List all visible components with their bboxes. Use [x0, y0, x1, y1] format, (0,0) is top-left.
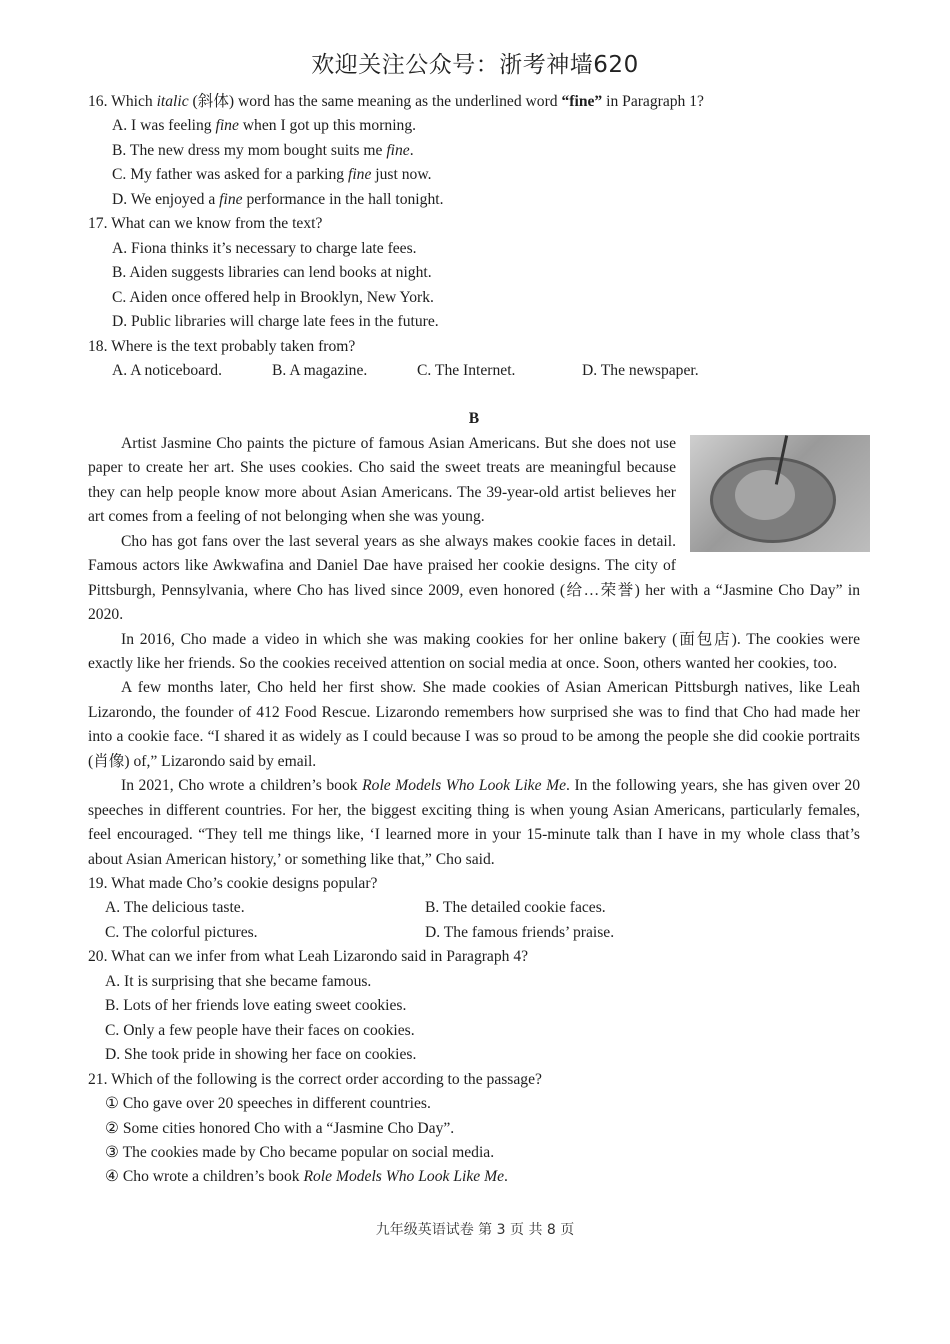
t: C. My father was asked for a parking: [112, 166, 349, 184]
order-item-2: ② Some cities honored Cho with a “Jasmine Cho Day”.: [105, 1119, 455, 1137]
question-18: 18. Where is the text probably taken from?: [88, 337, 356, 355]
order-item-1: ① Cho gave over 20 speeches in different countries.: [105, 1095, 431, 1113]
watermark-header: 欢迎关注公众号：浙考神墙620: [311, 52, 639, 78]
t: ④ Cho wrote a children’s book: [105, 1168, 304, 1186]
option-16b: [88, 139, 860, 163]
options-18: [88, 359, 860, 383]
question-20: 20. What can we infer from what Leah Lizarondo said in Paragraph 4?: [88, 948, 529, 966]
passage-paragraph-1: Artist Jasmine Cho paints the picture of famous Asian Americans. But she does not use paper to create her art. She uses cookies. Cho said the sweet treats are meaningful because they can help people know more about Asian Americans. The 39-year-old artist believes her art comes from a feeling of not belonging when she was young.: [88, 434, 676, 526]
passage-paragraph-5: [88, 774, 860, 872]
option-18b: B. A magazine.: [272, 361, 368, 379]
option-16d: [88, 188, 860, 212]
q-italic: italic: [156, 93, 189, 110]
option-20d: D. She took pride in showing her face on cookies.: [105, 1046, 417, 1064]
option-18c: C. The Internet.: [417, 361, 516, 379]
question-19: 19. What made Cho’s cookie designs popular?: [88, 875, 378, 893]
book-title: Role Models Who Look Like Me: [303, 1168, 504, 1186]
t: fine: [348, 166, 372, 184]
order-item-3: ③ The cookies made by Cho became popular on social media.: [105, 1144, 495, 1162]
q-text: (斜体) word has the same meaning as the underlined word: [188, 93, 562, 110]
t: performance in the hall tonight.: [242, 190, 444, 208]
option-18a: A. A noticeboard.: [112, 361, 223, 379]
book-title: Role Models Who Look Like Me: [362, 777, 567, 795]
t: A. I was feeling: [112, 117, 216, 135]
option-16a: [88, 114, 860, 138]
passage-paragraph-3: In 2016, Cho made a video in which she was making cookies for her online bakery (面包店). The cookies were exactly like her friends. So the cookies received attention on social media at once. Soon, others wanted her cookies, too.: [88, 630, 860, 672]
options-19-row2: [88, 921, 860, 945]
cookie-portrait-photo: [690, 435, 870, 552]
passage-paragraph-2: Cho has got fans over the last several years as she always makes cookie faces in detail. Famous actors like Awkwafina and Daniel Dae have praised her cookie designs. The city of Pittsburgh, Pennsylvania, where Cho has lived since 2009, even honored (给…荣誉) her with a “Jasmine Cho Day” in 2020.: [88, 532, 860, 624]
t: fine: [219, 190, 243, 208]
option-16c: [88, 163, 860, 187]
option-17c: C. Aiden once offered help in Brooklyn, New York.: [112, 288, 434, 306]
q-text: in Paragraph 1?: [602, 93, 704, 110]
t: fine: [215, 117, 239, 135]
q-bold-word: “fine”: [561, 93, 603, 110]
option-19b: B. The detailed cookie faces.: [425, 899, 606, 917]
t: B. The new dress my mom bought suits me: [112, 141, 387, 159]
question-16: [88, 90, 860, 114]
section-heading: B: [468, 410, 480, 428]
question-21: 21. Which of the following is the correct order according to the passage?: [88, 1070, 542, 1088]
t: when I got up this morning.: [238, 117, 417, 135]
options-19-row1: [88, 896, 860, 920]
exam-content: [88, 90, 860, 1190]
order-item-4: [88, 1165, 860, 1189]
page-footer: 九年级英语试卷 第 3 页 共 8 页: [375, 1222, 575, 1238]
option-18d: D. The newspaper.: [582, 361, 699, 379]
option-17b: B. Aiden suggests libraries can lend books at night.: [112, 264, 432, 282]
option-17d: D. Public libraries will charge late fees in the future.: [112, 313, 439, 331]
option-20b: B. Lots of her friends love eating sweet cookies.: [105, 997, 407, 1015]
option-19a: A. The delicious taste.: [105, 899, 245, 917]
t: just now.: [371, 166, 432, 184]
t: . In the following years, she has given over 20 speeches in different countries. For her, the biggest exciting thing is when young Asian Americans, particularly females, feel encouraged. “They tell me things like, ‘I learned more in your 15-minute talk than I have in my whole class that’s about Asian American history,’ or something like that,” Cho said.: [88, 777, 861, 868]
question-17: 17. What can we know from the text?: [88, 215, 323, 233]
t: In 2021, Cho wrote a children’s book: [121, 777, 363, 795]
t: fine: [386, 141, 410, 159]
q-text: 16. Which: [88, 93, 157, 110]
option-20c: C. Only a few people have their faces on cookies.: [105, 1021, 415, 1039]
option-19c: C. The colorful pictures.: [105, 923, 258, 941]
option-19d: D. The famous friends’ praise.: [425, 923, 615, 941]
option-17a: A. Fiona thinks it’s necessary to charge late fees.: [112, 239, 417, 257]
t: .: [409, 141, 414, 159]
t: D. We enjoyed a: [112, 190, 220, 208]
option-20a: A. It is surprising that she became famous.: [105, 972, 372, 990]
passage-paragraph-4: A few months later, Cho held her first show. She made cookies of Asian American Pittsburgh natives, like Leah Lizarondo, the founder of 412 Food Rescue. Lizarondo remembers how surprised she was to find that Cho had made her into a cookie face. “I shared it as widely as I could because I was so proud to be among the people she did cookie portraits (肖像) of,” Lizarondo said by email.: [88, 679, 860, 770]
t: .: [504, 1168, 508, 1186]
